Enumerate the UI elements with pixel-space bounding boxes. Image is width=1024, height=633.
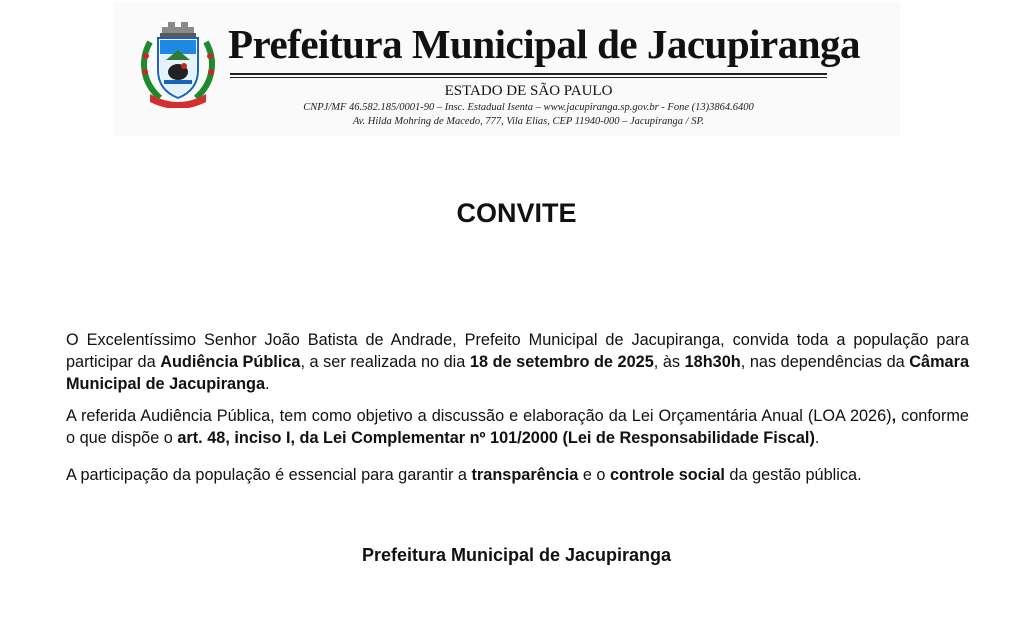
signature: Prefeitura Municipal de Jacupiranga [361, 545, 672, 565]
letterhead-address-line: Av. Hilda Mohring de Macedo, 777, Vila Elias, CEP 11940-000 – Jacupiranga / SP. [352, 116, 705, 127]
municipal-coat-of-arms-icon [136, 20, 220, 108]
document-title: CONVITE [456, 198, 577, 228]
objective-paragraph: A referida Audiência Pública, tem como objetivo a discussão e elaboração da Lei Orçamentária Anual (LOA 2026), conforme o que dispõe o art. 48, inciso I, da Lei Complementar nº 101/2000 (Lei de Responsabilidade Fiscal). [66, 407, 969, 447]
letterhead-state: ESTADO DE SÃO PAULO [444, 83, 613, 99]
letterhead-contact-line: CNPJ/MF 46.582.185/0001-90 – Insc. Estadual Isenta – www.jacupiranga.sp.gov.br - Fone (13)3864.6400 [303, 102, 754, 113]
invitation-paragraph: O Excelentíssimo Senhor João Batista de Andrade, Prefeito Municipal de Jacupiranga, convida toda a população para participar da Audiência Pública, a ser realizada no dia 18 de setembro de 2025, às 18h30h, nas dependências da Câmara Municipal de Jacupiranga. [66, 331, 970, 393]
letterhead-divider-thin [230, 77, 827, 78]
letterhead-divider [230, 73, 827, 75]
participation-paragraph: A participação da população é essencial para garantir a transparência e o controle social da gestão pública. [66, 466, 862, 484]
letterhead-title: Prefeitura Municipal de Jacupiranga [228, 21, 861, 67]
